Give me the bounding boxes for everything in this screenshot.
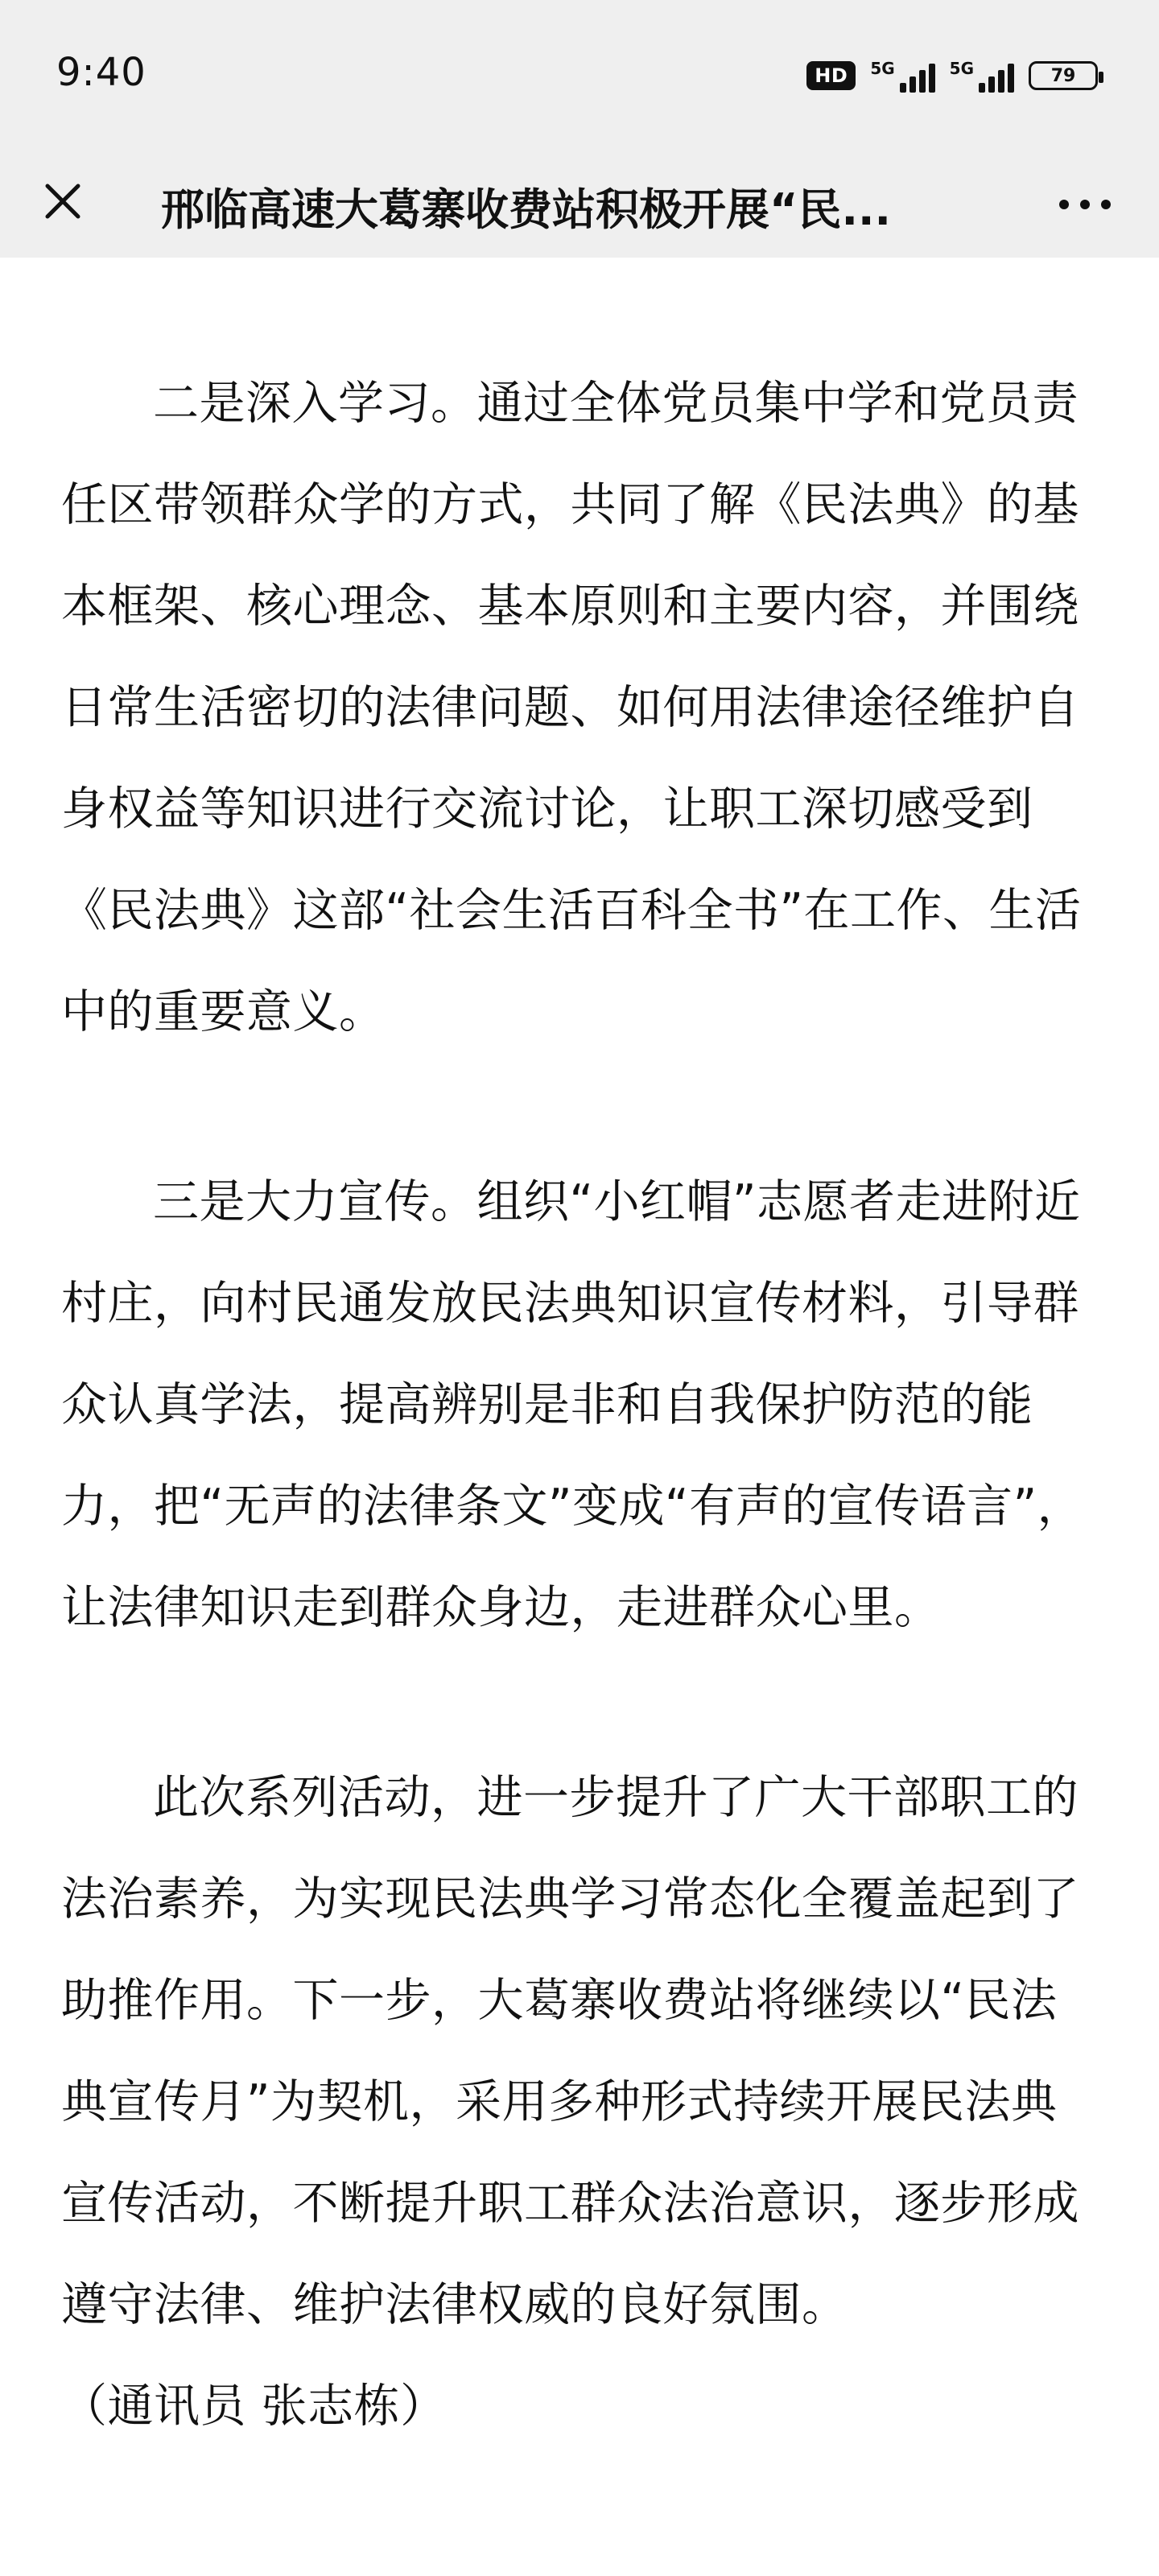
page-title: 邢临高速大葛寨收费站积极开展“民... bbox=[161, 184, 892, 235]
byline: （通讯员 张志栋） bbox=[61, 2380, 447, 2433]
article-content bbox=[0, 258, 1159, 2576]
status-icons bbox=[806, 52, 1098, 100]
signal-bar bbox=[1008, 64, 1014, 93]
battery-percent: 79 bbox=[1050, 65, 1076, 86]
paragraph-3: 此次系列活动，进一步提升了广大干部职工的法治素养，为实现民法典学习常态化全覆盖起到了助推作用。下一步，大葛寨收费站将继续以“民法典宣传月”为契机，采用多种形式持续开展民法典宣传活动，不断提升职工群众法治意识，逐步形成遵守法律、维护法律权威的良好氛围。 bbox=[61, 1771, 1079, 2331]
signal-bar bbox=[988, 76, 995, 93]
signal-bars-1 bbox=[900, 60, 935, 93]
network-label-1: 5G bbox=[870, 59, 895, 78]
status-time: 9:40 bbox=[56, 50, 146, 95]
network-5g-1 bbox=[870, 59, 934, 93]
signal-bar bbox=[979, 83, 985, 93]
signal-bar bbox=[998, 70, 1004, 93]
signal-bar bbox=[900, 83, 906, 93]
battery-indicator bbox=[1029, 61, 1098, 90]
close-icon bbox=[39, 178, 86, 225]
more-button[interactable] bbox=[1043, 179, 1127, 230]
dot bbox=[1101, 200, 1111, 209]
status-bar bbox=[0, 0, 1159, 145]
signal-bar bbox=[929, 64, 935, 93]
top-bar bbox=[0, 0, 1159, 258]
more-icon bbox=[1059, 200, 1111, 209]
hd-badge: HD bbox=[806, 61, 856, 90]
signal-bars-2 bbox=[979, 60, 1014, 93]
signal-bar bbox=[919, 70, 926, 93]
network-5g-2 bbox=[950, 59, 1014, 93]
signal-bar bbox=[909, 76, 916, 93]
paragraph-1: 二是深入学习。通过全体党员集中学和党员责任区带领群众学的方式，共同了解《民法典》的基本框架、核心理念、基本原则和主要内容，并围绕日常生活密切的法律问题、如何用法律途径维护自身权益等知识进行交流讨论，让职工深切感受到《民法典》这部“社会生活百科全书”在工作、生活中的重要意义。 bbox=[61, 377, 1082, 1038]
close-button[interactable] bbox=[32, 171, 93, 232]
network-label-2: 5G bbox=[949, 59, 974, 78]
dot bbox=[1080, 200, 1090, 209]
nav-bar bbox=[0, 145, 1159, 258]
paragraph-2: 三是大力宣传。组织“小红帽”志愿者走进附近村庄，向村民通发放民法典知识宣传材料，引导群众认真学法，提高辨别是非和自我保护防范的能力，把“无声的法律条文”变成“有声的宣传语言”，让法律知识走到群众身边，走进群众心里。 bbox=[61, 1175, 1084, 1634]
dot bbox=[1059, 200, 1069, 209]
